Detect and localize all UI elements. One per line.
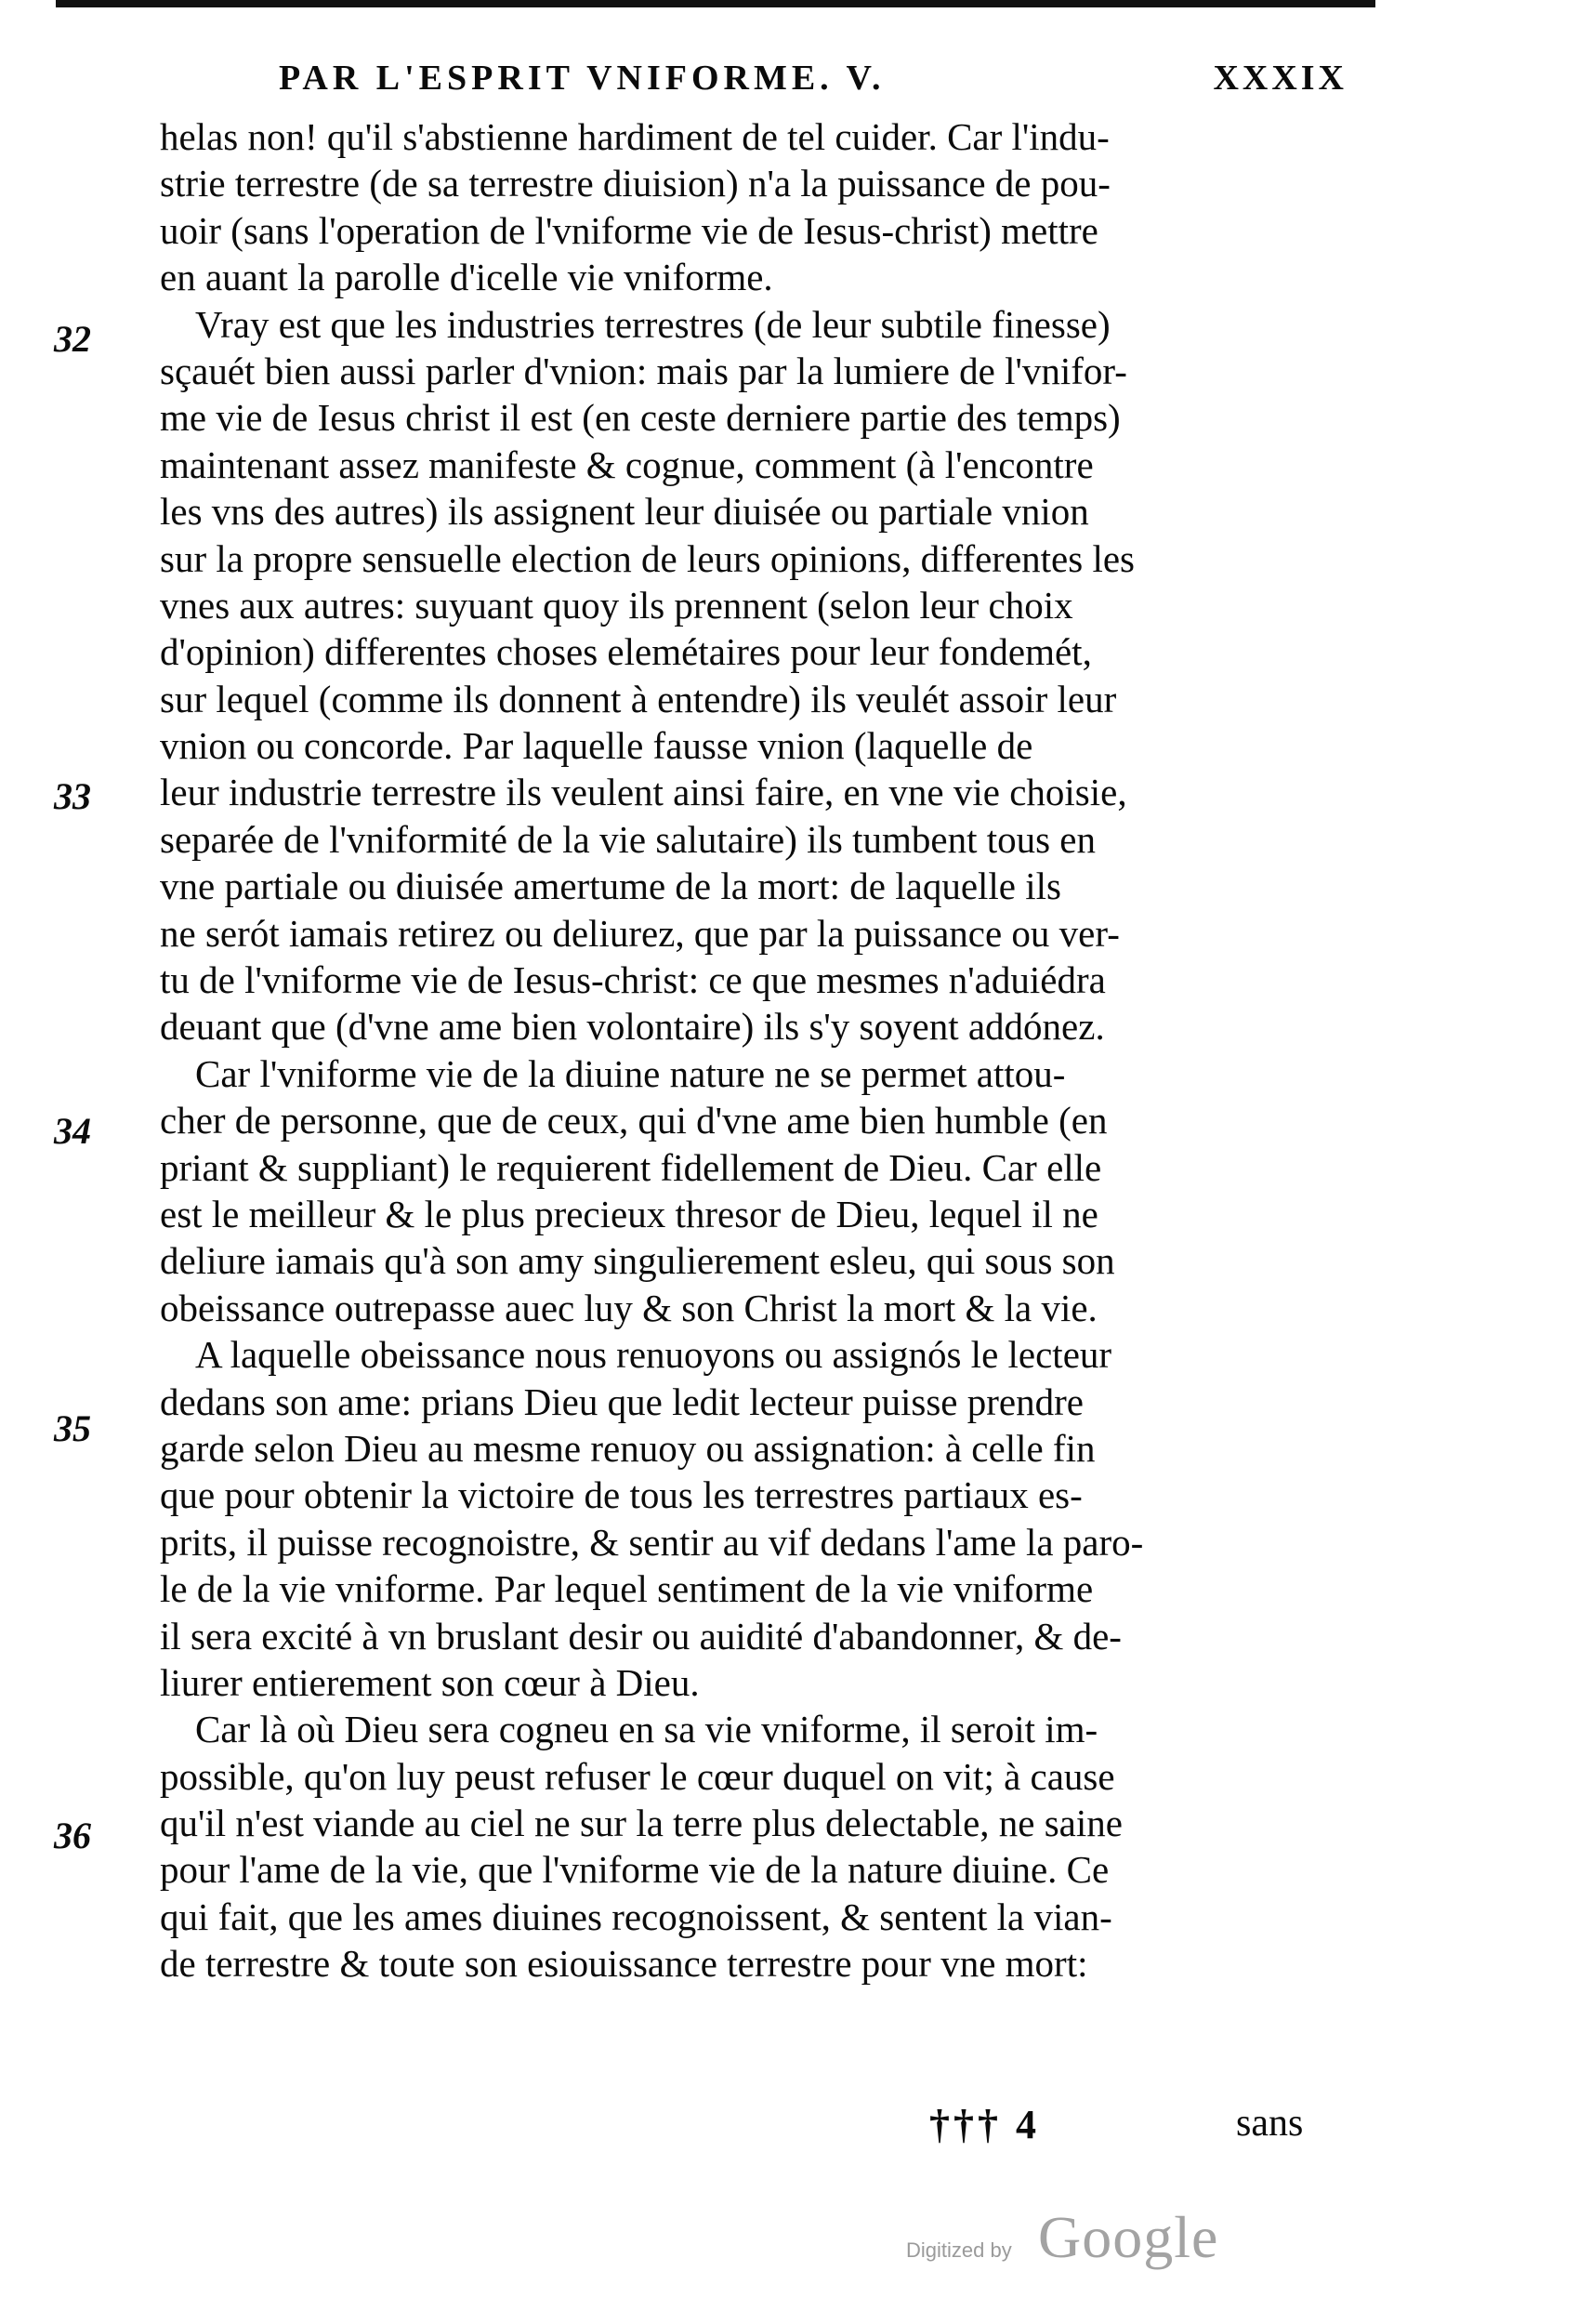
text-line: il sera excité à vn bruslant desir ou auidité d'abandonner, & de- xyxy=(160,1614,1122,1657)
text-line: d'opinion) differentes choses elemétaires pour leur fondemét, xyxy=(160,630,1092,674)
text-line: vnes aux autres: suyuant quoy ils prennent (selon leur choix xyxy=(160,583,1073,627)
text-line: vnion ou concorde. Par laquelle fausse vnion (laquelle de xyxy=(160,724,1033,768)
text-line: tu de l'vniforme vie de Iesus-christ: ce que mesmes n'aduiédra xyxy=(160,958,1106,1002)
text-line: strie terrestre (de sa terrestre diuision) n'a la puissance de pou- xyxy=(160,162,1111,205)
watermark-prefix: Digitized by xyxy=(906,2238,1012,2262)
text-line: possible, qu'on luy peust refuser le cœur duquel on vit; à cause xyxy=(160,1754,1115,1798)
text-line: garde selon Dieu au mesme renuoy ou assignation: à celle fin xyxy=(160,1426,1096,1470)
margin-paragraph-number: 36 xyxy=(54,1815,91,1856)
text-line: deliure iamais qu'à son amy singulierement esleu, qui sous son xyxy=(160,1239,1115,1283)
running-head-title: PAR L'ESPRIT VNIFORME. V. xyxy=(279,59,886,98)
folio-number: XXXIX xyxy=(1213,59,1348,98)
page-top-edge xyxy=(56,0,1375,7)
text-line: les vns des autres) ils assignent leur diuisée ou partiale vnion xyxy=(160,490,1089,534)
text-line: Car l'vniforme vie de la diuine nature ne se permet attou- xyxy=(195,1051,1066,1095)
text-line: vne partiale ou diuisée amertume de la mort: de laquelle ils xyxy=(160,865,1061,908)
text-line: helas non! qu'il s'abstienne hardiment de tel cuider. Car l'indu- xyxy=(160,115,1110,158)
margin-paragraph-number: 33 xyxy=(54,775,91,817)
text-line: pour l'ame de la vie, que l'vniforme vie de la nature diuine. Ce xyxy=(160,1848,1110,1892)
text-line: uoir (sans l'operation de l'vniforme vie de Iesus-christ) mettre xyxy=(160,208,1098,252)
text-line: sur lequel (comme ils donnent à entendre) ils veulét assoir leur xyxy=(160,677,1117,720)
text-line: sur la propre sensuelle election de leurs opinions, differentes les xyxy=(160,536,1135,580)
catchword: sans xyxy=(1236,2102,1304,2145)
text-line: prits, il puisse recognoistre, & sentir au vif dedans l'ame la paro- xyxy=(160,1520,1144,1564)
text-line: en auant la parolle d'icelle vie vniforme. xyxy=(160,256,773,299)
text-line: priant & suppliant) le requierent fidellement de Dieu. Car elle xyxy=(160,1145,1102,1189)
text-line: cher de personne, que de ceux, qui d'vne ame bien humble (en xyxy=(160,1099,1108,1142)
text-line: est le meilleur & le plus precieux thresor de Dieu, lequel il ne xyxy=(160,1192,1098,1235)
text-line: qu'il n'est viande au ciel ne sur la terre plus delectable, ne saine xyxy=(160,1802,1123,1845)
running-head xyxy=(279,58,1348,113)
text-line: Car là où Dieu sera cogneu en sa vie vniforme, il seroit im- xyxy=(195,1708,1098,1751)
text-line: de terrestre & toute son esiouissance terrestre pour vne mort: xyxy=(160,1942,1088,1986)
text-line: dedans son ame: prians Dieu que ledit lecteur puisse prendre xyxy=(160,1380,1084,1423)
text-line: separée de l'vniformité de la vie salutaire) ils tumbent tous en xyxy=(160,817,1097,861)
text-line: deuant que (d'vne ame bien volontaire) ils s'y soyent addónez. xyxy=(160,1005,1105,1049)
margin-paragraph-number: 32 xyxy=(54,318,91,360)
body-text xyxy=(160,113,1349,1987)
text-line: obeissance outrepasse auec luy & son Christ la mort & la vie. xyxy=(160,1286,1098,1329)
text-line: sçauét bien aussi parler d'vnion: mais par la lumiere de l'vnifor- xyxy=(160,349,1127,392)
google-logo: Google xyxy=(1038,2204,1219,2270)
text-line: leur industrie terrestre ils veulent ainsi faire, en vne vie choisie, xyxy=(160,771,1127,814)
signature-mark: ††† 4 xyxy=(929,2102,1040,2147)
margin-paragraph-number: 34 xyxy=(54,1110,91,1152)
text-line: Vray est que les industries terrestres (de leur subtile finesse) xyxy=(195,302,1111,346)
text-line: me vie de Iesus christ il est (en ceste derniere partie des temps) xyxy=(160,396,1121,440)
text-line: liurer entierement son cœur à Dieu. xyxy=(160,1660,700,1704)
text-line: qui fait, que les ames diuines recognoissent, & sentent la vian- xyxy=(160,1895,1112,1938)
digitized-watermark xyxy=(906,2203,1241,2278)
text-line: maintenant assez manifeste & cognue, comment (à l'encontre xyxy=(160,442,1094,486)
margin-paragraph-number: 35 xyxy=(54,1407,91,1449)
text-line: A laquelle obeissance nous renuoyons ou assignós le lecteur xyxy=(195,1333,1112,1377)
text-line: que pour obtenir la victoire de tous les terrestres partiaux es- xyxy=(160,1473,1083,1517)
text-line: le de la vie vniforme. Par lequel sentiment de la vie vniforme xyxy=(160,1567,1094,1611)
text-line: ne serót iamais retirez ou deliurez, que par la puissance ou ver- xyxy=(160,911,1120,955)
